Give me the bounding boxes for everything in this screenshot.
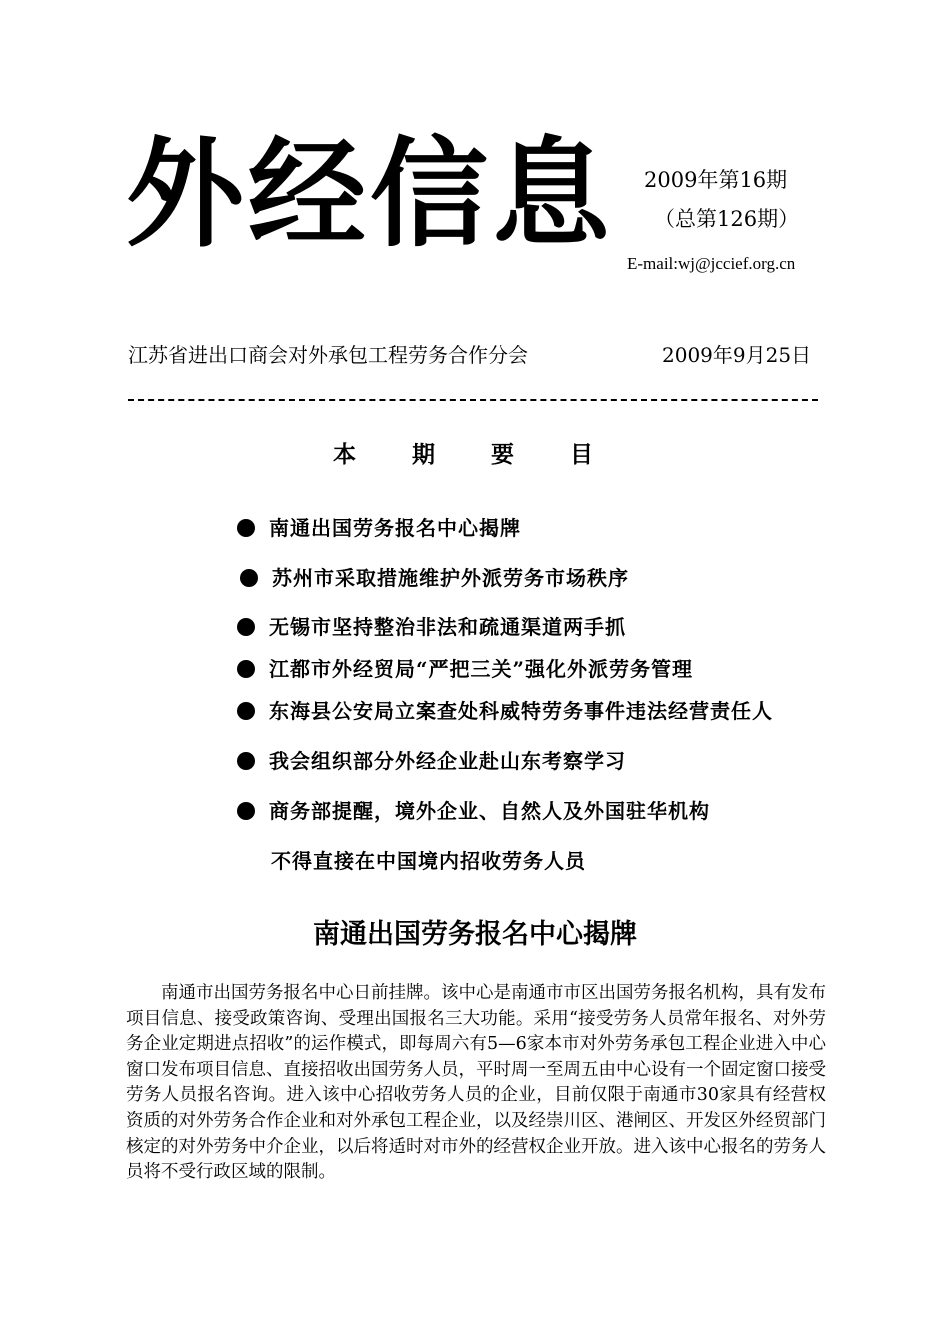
- toc-item: [237, 512, 521, 541]
- toc-item-label: 江都市外经贸局“严把三关”强化外派劳务管理: [269, 657, 694, 681]
- email-address: E-mail:wj@jccief.org.cn: [627, 254, 796, 273]
- bullet-icon: [237, 702, 255, 720]
- toc-item-label: 苏州市采取措施维护外派劳务市场秩序: [272, 566, 629, 590]
- publisher-org: 江苏省进出口商会对外承包工程劳务合作分会: [128, 343, 528, 367]
- toc-item-continuation: 不得直接在中国境内招收劳务人员: [271, 849, 586, 873]
- publish-date: 2009年9月25日: [662, 343, 812, 367]
- toc-item: [237, 611, 626, 640]
- bullet-icon: [240, 569, 258, 587]
- toc-item: [237, 795, 710, 824]
- toc-item: [237, 745, 626, 774]
- bullet-icon: [237, 802, 255, 820]
- issue-number: 2009年第16期: [644, 168, 788, 192]
- bullet-icon: [237, 660, 255, 678]
- article-title: 南通出国劳务报名中心揭牌: [313, 919, 637, 950]
- toc-item: [240, 562, 629, 591]
- total-issue-number: （总第126期）: [654, 207, 800, 231]
- bullet-icon: [237, 618, 255, 636]
- toc-item: [237, 695, 773, 724]
- bullet-icon: [237, 752, 255, 770]
- toc-item: [237, 653, 693, 682]
- toc-item-label: 南通出国劳务报名中心揭牌: [269, 516, 521, 540]
- bullet-icon: [237, 519, 255, 537]
- masthead-title: 外经信息: [126, 124, 615, 263]
- toc-item-label: 东海县公安局立案查处科威特劳务事件违法经营责任人: [269, 699, 773, 723]
- toc-item-label: 商务部提醒，境外企业、自然人及外国驻华机构: [269, 799, 710, 823]
- toc-item-label: 我会组织部分外经企业赴山东考察学习: [269, 749, 626, 773]
- header-divider: [128, 399, 818, 401]
- toc-item-label: 无锡市坚持整治非法和疏通渠道两手抓: [269, 615, 626, 639]
- article-body: 南通市出国劳务报名中心日前挂牌。该中心是南通市市区出国劳务报名机构，具有发布项目信息、接受政策咨询、受理出国报名三大功能。采用“接受劳务人员常年报名、对外劳务企业定期进点招收”的运作模式，即每周六有5—6家本市对外劳务承包工程企业进入中心窗口发布项目信息、直接招收出国劳务人员，平时周一至周五由中心设有一个固定窗口接受劳务人员报名咨询。进入该中心招收劳务人员的企业，目前仅限于南通市30家具有经营权资质的对外劳务合作企业和对外承包工程企业，以及经崇川区、港闸区、开发区外经贸部门核定的对外劳务中介企业，以后将适时对市外的经营权企业开放。进入该中心报名的劳务人员将不受行政区域的限制。: [126, 983, 826, 1183]
- contents-heading: 本 期 要 目: [332, 442, 618, 468]
